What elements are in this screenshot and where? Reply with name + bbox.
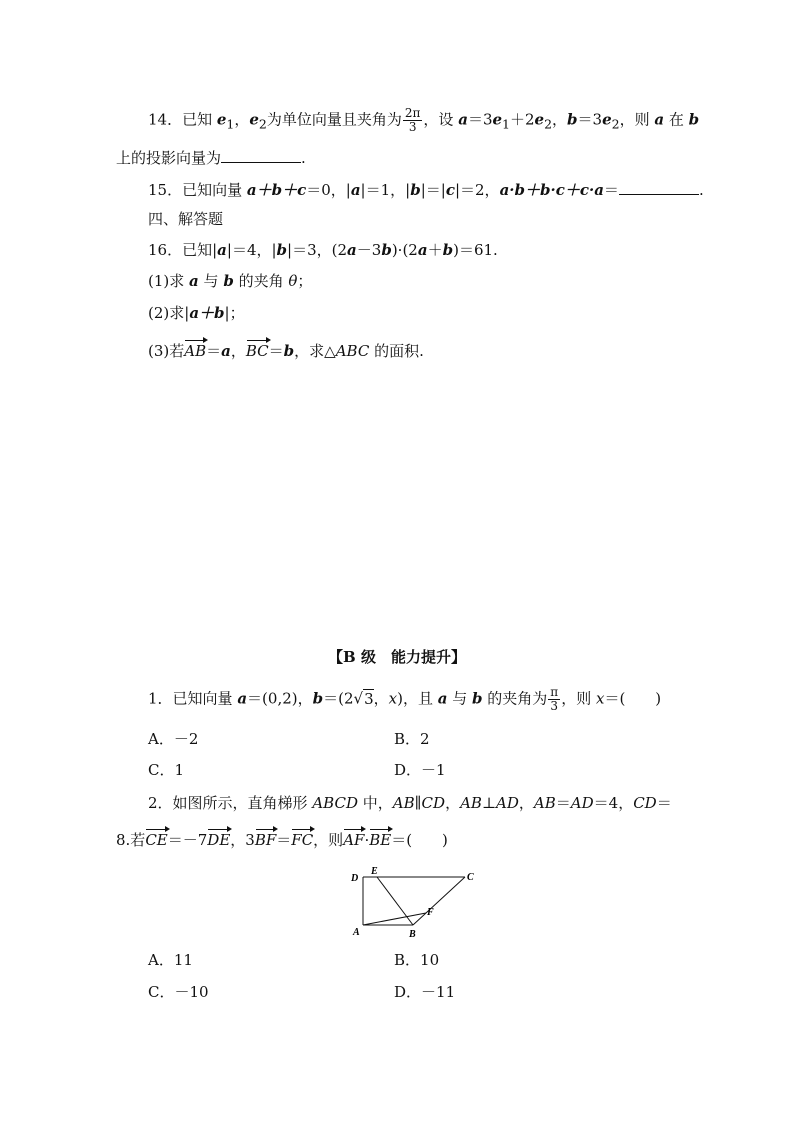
b2-vec-af: AF — [343, 831, 365, 849]
b2-l2-t4: ，则 — [313, 831, 344, 849]
q16-p2-pre: (2)求| — [148, 304, 190, 322]
section-b-heading: 【B 级 能力提升】 — [328, 648, 466, 666]
q14-a: a — [458, 110, 468, 129]
q15-text5: ＝ — [603, 181, 619, 199]
q14-sep2: ， — [552, 110, 568, 129]
b2-l1-t5: ＝4， — [593, 794, 634, 812]
q15-c: c — [445, 181, 455, 199]
b2-ad: AD — [496, 794, 519, 812]
q14-sub2b: 2 — [544, 116, 553, 132]
q15-expr2: a·b＋b·c＋c·a — [499, 181, 604, 199]
b1-option-b[interactable]: B．2 — [394, 730, 430, 748]
label-d: D — [351, 873, 359, 884]
b2-perp: ⊥ — [481, 794, 497, 812]
q16-part2 — [148, 303, 245, 323]
q14-end: . — [301, 149, 306, 167]
b1-sqrt: √3 — [353, 689, 374, 708]
b1-question — [148, 686, 661, 713]
q14-a2: a — [654, 110, 665, 129]
q15-end: . — [698, 181, 704, 199]
b2-ab2: AB — [460, 794, 482, 812]
q14-b: b — [567, 110, 578, 129]
b1-option-d[interactable]: D．－1 — [394, 761, 446, 779]
b2-cd2: CD — [633, 794, 657, 812]
q14-text3: ，则 — [619, 110, 655, 129]
b1-t6: 的夹角为 — [482, 689, 548, 708]
b1-frac-num: π — [550, 685, 559, 699]
b2-parallel: ∥ — [414, 794, 422, 812]
q14-line1 — [148, 107, 699, 135]
b1-x: x — [388, 689, 398, 708]
q16-p1-mid: 与 — [198, 272, 224, 290]
b2-l1-t6: ＝ — [656, 794, 672, 812]
b2-option-d[interactable]: D．－11 — [394, 983, 456, 1001]
q16-p1-b: b — [223, 272, 234, 290]
q16-p3-b: b — [283, 342, 295, 360]
q14-b2: b — [688, 110, 700, 129]
b2-dot: · — [364, 831, 370, 849]
b1-t3: ， — [373, 689, 389, 708]
b1-option-c[interactable]: C．1 — [148, 761, 185, 779]
label-f: F — [427, 907, 434, 918]
b1-a: a — [237, 689, 248, 708]
q14-line2-text: 上的投影向量为 — [116, 149, 222, 167]
b1-t7: ，则 — [561, 689, 596, 708]
q16-t4: )·(2 — [391, 241, 418, 259]
b2-ab3: AB — [533, 794, 556, 812]
q16-p2-expr: a＋b — [189, 304, 225, 322]
q14-e1b: e — [492, 110, 503, 129]
q15-b: b — [410, 181, 421, 199]
q16-p3-vec-ab: AB — [184, 342, 207, 360]
segment-eb — [377, 877, 413, 925]
q16-b: b — [276, 241, 288, 259]
q15-answer-blank[interactable] — [619, 180, 699, 195]
b2-vec-be: BE — [369, 831, 392, 849]
q14-sep1: ， — [234, 110, 250, 129]
q16-p3-eq1: ＝ — [206, 342, 222, 360]
q15-text4: |＝2， — [454, 181, 500, 199]
q16-p1-theta: θ — [288, 272, 298, 290]
q16-p2-end: |； — [224, 304, 245, 322]
b2-line2 — [116, 830, 448, 850]
b1-a2: a — [437, 689, 448, 708]
q14-eq2: ＝3 — [577, 110, 603, 129]
b2-option-b[interactable]: B．10 — [394, 951, 440, 969]
b2-l2-t3: ＝ — [276, 831, 292, 849]
q16-b2: b — [381, 241, 392, 259]
b2-line1 — [148, 793, 672, 813]
q16-p3-a: a — [221, 342, 231, 360]
b2-option-a[interactable]: A．11 — [148, 951, 193, 969]
b2-l1-pre: 2．如图所示，直角梯形 — [148, 794, 313, 812]
q16-line — [148, 240, 498, 260]
b2-l1-t4: ＝ — [555, 794, 571, 812]
b1-fraction — [548, 686, 560, 713]
q14-text2: ，设 — [423, 110, 459, 129]
q14-e1: e — [216, 110, 227, 129]
b1-t5: 与 — [447, 689, 473, 708]
q16-t2: |＝3，(2 — [287, 241, 348, 259]
q16-t6: )＝61. — [453, 241, 498, 259]
b2-ab: AB — [392, 794, 415, 812]
q14-sub2c: 2 — [611, 116, 620, 132]
q16-p1-post: 的夹角 — [233, 272, 289, 290]
q16-p3-end: 的面积. — [369, 342, 424, 360]
q14-line2 — [116, 148, 306, 168]
q16-p3-pre: (3)若 — [148, 342, 185, 360]
b1-b2: b — [472, 689, 483, 708]
q16-p1-a: a — [189, 272, 199, 290]
b1-num: 1．已知向量 — [148, 689, 238, 708]
q16-b3: b — [442, 241, 454, 259]
b2-l2-pre: 8.若 — [116, 831, 146, 849]
b2-vec-de: DE — [207, 831, 231, 849]
q14-fraction — [403, 107, 423, 134]
label-b: B — [409, 929, 416, 940]
q14-sub1b: 1 — [502, 116, 510, 132]
edge-bc — [413, 877, 465, 925]
q16-num: 16．已知| — [148, 241, 218, 259]
label-e: E — [371, 866, 378, 877]
q15-text2: |＝1，| — [360, 181, 411, 199]
q15-num: 15．已知向量 — [148, 181, 247, 199]
q14-frac-num: 2π — [404, 106, 421, 120]
b2-l1-t3: ， — [518, 794, 534, 812]
q15-text1: ＝0，| — [306, 181, 351, 199]
b1-option-a[interactable]: A．－2 — [148, 730, 199, 748]
q16-p1-pre: (1)求 — [148, 272, 190, 290]
b2-abcd: ABCD — [312, 794, 358, 812]
q14-e2c: e — [602, 110, 612, 129]
q14-e2b: e — [534, 110, 545, 129]
q14-text1: 为单位向量且夹角为 — [266, 110, 402, 129]
q16-part1 — [148, 271, 312, 291]
q14-sub2: 2 — [258, 116, 267, 132]
b2-vec-fc: FC — [291, 831, 314, 849]
b1-b: b — [312, 689, 324, 708]
q16-p3-sep: ， — [230, 342, 246, 360]
b2-l2-t5: ＝( ) — [391, 831, 448, 849]
segment-af — [363, 913, 426, 925]
b2-option-c[interactable]: C．－10 — [148, 983, 209, 1001]
q14-frac-den: 3 — [408, 120, 417, 134]
b1-x2: x — [595, 689, 605, 708]
b2-ad2: AD — [570, 794, 594, 812]
b1-frac-den: 3 — [550, 699, 559, 713]
q14-sub1: 1 — [226, 116, 235, 132]
q14-num: 14．已知 — [148, 110, 217, 129]
q16-t1: |＝4，| — [226, 241, 277, 259]
q16-p3-vec-bc: BC — [245, 342, 269, 360]
label-c: C — [467, 872, 474, 883]
q16-a2: a — [347, 241, 357, 259]
q14-eq1: ＝3 — [467, 110, 493, 129]
q14-answer-blank[interactable] — [221, 148, 301, 163]
b1-sqrt-radicand: 3 — [364, 689, 374, 708]
trapezoid-figure — [345, 865, 480, 940]
q15-expr1: a＋b＋c — [246, 181, 307, 199]
q16-p3-abc: ABC — [335, 342, 370, 360]
q16-t5: ＋ — [427, 241, 443, 259]
b2-vec-ce: CE — [145, 831, 168, 849]
q16-p1-end: ； — [297, 272, 313, 290]
q16-a: a — [217, 241, 227, 259]
q16-p3-post: ，求△ — [294, 342, 336, 360]
q16-a3: a — [417, 241, 428, 259]
b2-l1-t2: ， — [445, 794, 461, 812]
q15-line — [148, 180, 704, 200]
section-4-heading: 四、解答题 — [148, 210, 224, 228]
q16-t3: －3 — [356, 241, 382, 259]
b1-t8: ＝( ) — [604, 689, 662, 708]
b2-vec-bf: BF — [254, 831, 277, 849]
q15-a: a — [350, 181, 361, 199]
q14-text4: 在 — [664, 110, 689, 129]
b2-l2-t2: ，3 — [230, 831, 255, 849]
label-a: A — [353, 927, 360, 938]
b2-cd: CD — [421, 794, 446, 812]
b2-l1-t1: 中， — [357, 794, 393, 812]
q16-p3-eq2: ＝ — [268, 342, 284, 360]
q15-text3: |＝| — [420, 181, 446, 199]
b1-t2: ＝(2 — [323, 689, 354, 708]
b2-l2-t1: ＝－7 — [167, 831, 208, 849]
q16-part3 — [148, 341, 424, 361]
q14-plus: ＋2 — [509, 110, 535, 129]
b1-t4: )，且 — [397, 689, 438, 708]
b1-t1: ＝(0,2)， — [247, 689, 313, 708]
q14-e2: e — [249, 110, 259, 129]
